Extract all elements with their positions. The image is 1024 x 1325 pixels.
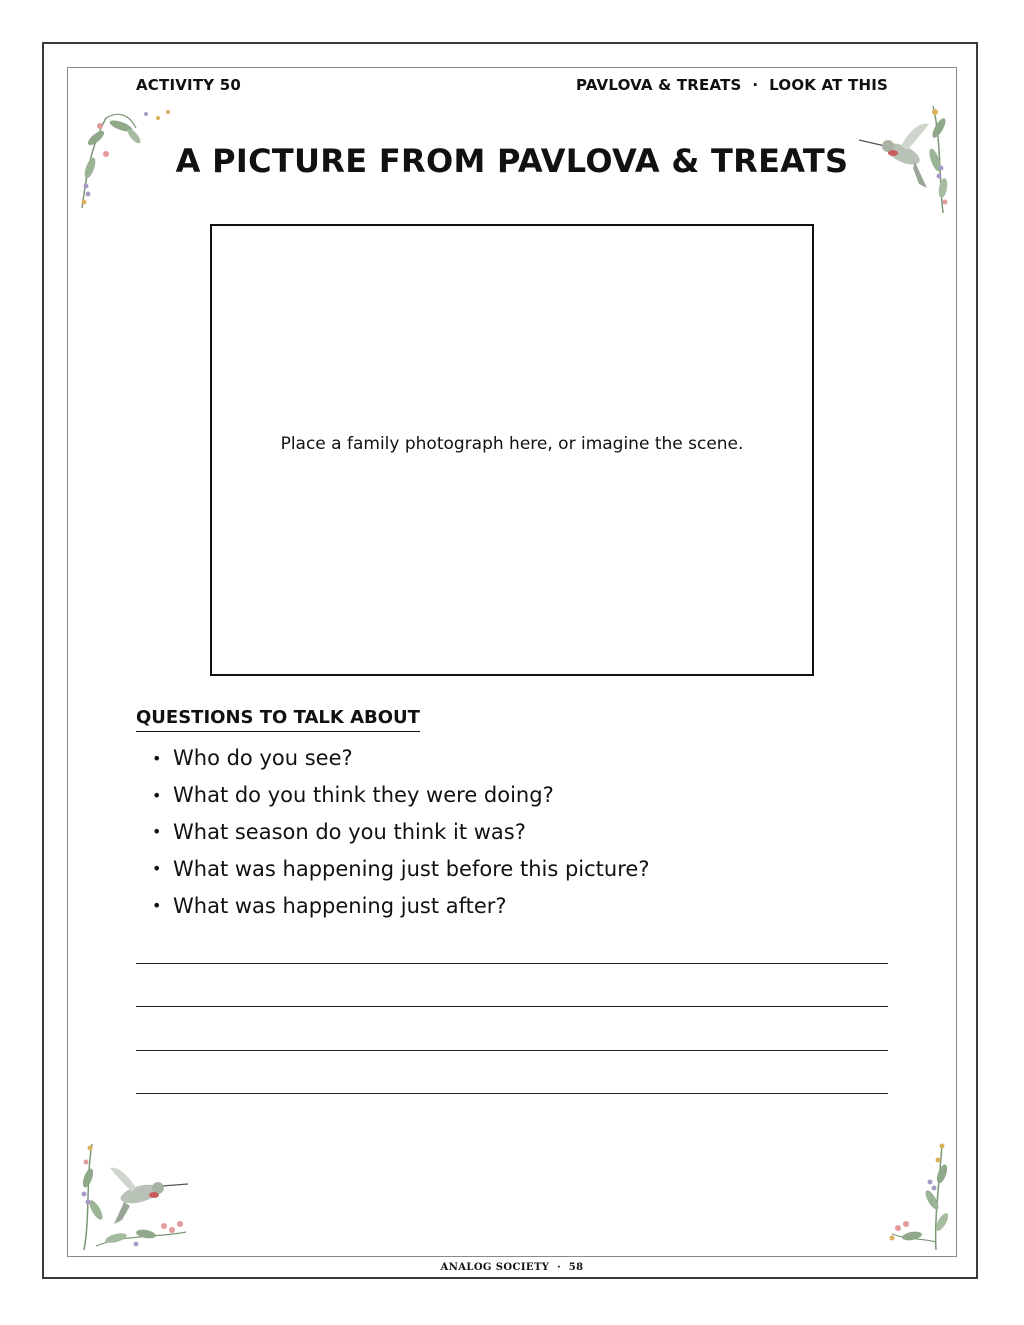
writing-line[interactable] bbox=[136, 1050, 888, 1051]
photo-placeholder[interactable] bbox=[210, 224, 814, 676]
question-item bbox=[152, 740, 649, 777]
writing-line[interactable] bbox=[136, 1006, 888, 1007]
activity-number: ACTIVITY 50 bbox=[136, 76, 242, 94]
bullet: • bbox=[152, 859, 162, 879]
questions-list bbox=[152, 740, 649, 924]
question-text: What was happening just before this picture? bbox=[173, 856, 650, 881]
question-text: What season do you think it was? bbox=[173, 819, 526, 844]
bullet: • bbox=[152, 785, 162, 805]
hummingbird-floral-icon bbox=[76, 1138, 196, 1254]
question-item bbox=[152, 814, 649, 851]
bullet: • bbox=[152, 896, 162, 916]
question-item bbox=[152, 887, 649, 924]
question-item bbox=[152, 850, 649, 887]
floral-sprig-icon bbox=[882, 1138, 952, 1254]
writing-line[interactable] bbox=[136, 1093, 888, 1094]
question-item bbox=[152, 777, 649, 814]
question-text: What was happening just after? bbox=[173, 893, 507, 918]
section-label: PAVLOVA & TREATS · LOOK AT THIS bbox=[575, 76, 888, 94]
bullet: • bbox=[152, 748, 162, 768]
page-title: A PICTURE FROM PAVLOVA & TREATS bbox=[175, 142, 849, 180]
writing-line[interactable] bbox=[136, 963, 888, 964]
question-text: Who do you see? bbox=[173, 746, 353, 771]
page-footer: ANALOG SOCIETY · 58 bbox=[440, 1262, 584, 1273]
photo-caption: Place a family photograph here, or imagine the scene. bbox=[280, 434, 744, 454]
questions-heading: QUESTIONS TO TALK ABOUT bbox=[136, 707, 420, 732]
question-text: What do you think they were doing? bbox=[173, 783, 554, 808]
bullet: • bbox=[152, 822, 162, 842]
